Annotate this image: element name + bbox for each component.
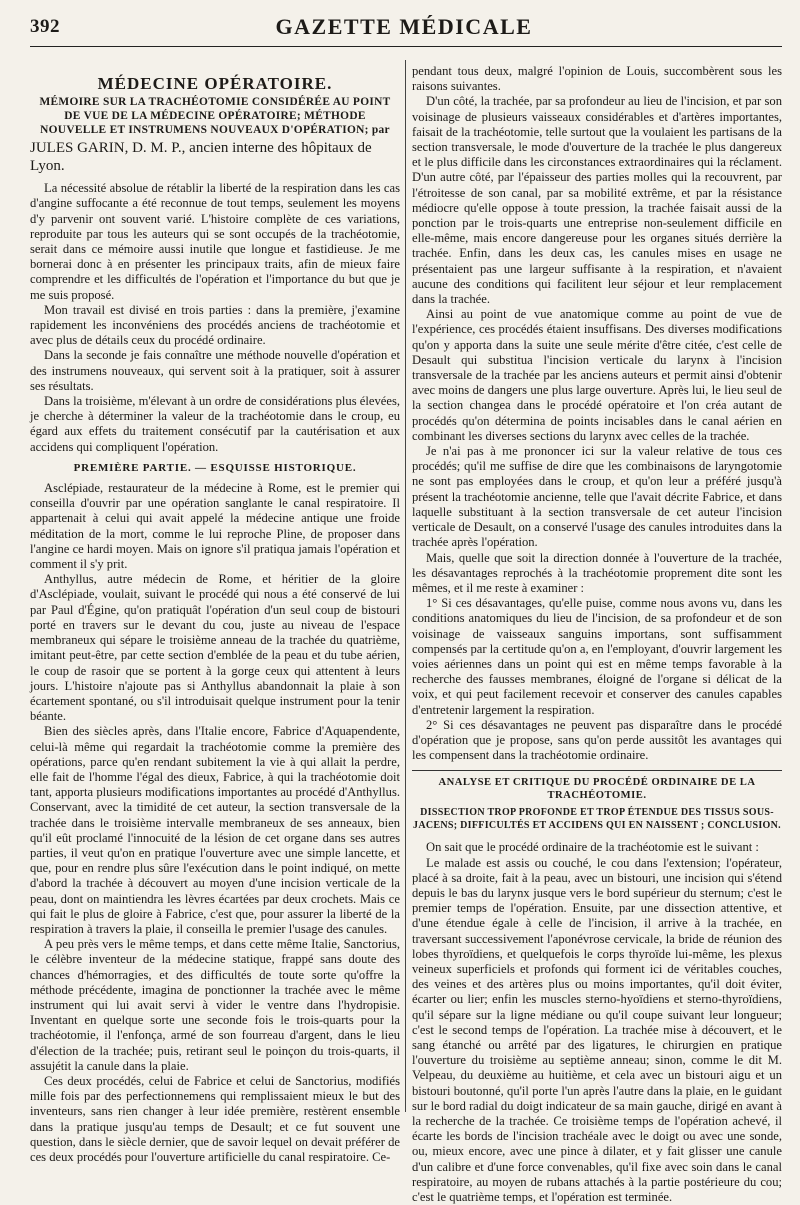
paragraph: Bien des siècles après, dans l'Italie encore, Fabrice d'Aquapendente, celui-là même qui regardait la trachéotomie comme la première des opérations, parce qu'en rendant subitement la vie à qui allait la perdre, elle fait de l'homme l'égal des dieux, Fabrice, à qui la trachéotomie doit tant, apporta plusieurs modifications importantes au procédé d'Anthyllus. Conservant, avec la timidité de cet auteur, la section transversale de la trachée dans le troisième intervalle membraneux de ses anneaux, bien qu'il eût proclamé l'innocuité de la lésion de cet organe dans ses autres parties, il veut qu'on en pratique l'ouverture avec une simple lancette, et que, pour en rendre plus sûre l'exécution dans le point indiqué, on mette d'abord la trachée à découvert au moyen d'une incision verticale de la peau, dont on maintiendra les lèvres écartées par deux crochets. Mais ce qui fait le plus de gloire à Fabrice, c'est que, pour assurer la liberté de la respiration à travers la plaie, il conseilla le premier l'usage des canules. [30,724,400,936]
paragraph: Dans la troisième, m'élevant à un ordre de considérations plus élevées, je cherche à déterminer la valeur de la trachéotomie dans le croup, eu égard aux effets du traitement consécutif par la cautérisation et aux accidens qui compliquent l'opération. [30,394,400,454]
paragraph: Ainsi au point de vue anatomique comme au point de vue de l'expérience, ces procédés étaient insuffisans. Des diverses modifications qu'on y apporta dans la suite une seule mérite d'être citée, c'est celle de Desault qui substitua l'incision verticale du larynx à l'incision transversale de la trachée par les anciens auteurs et permit ainsi d'obtenir avec moins de dangers une plus large ouverture. Après lui, le lieu seul de la section changea dans le procédé opératoire et l'on créa autant de procédés qu'on détermina de points incisables dans le canal aérien en combinant les diverses sections du larynx avec celles de la trachée. [412,307,782,443]
analyse-title: ANALYSE ET CRITIQUE DU PROCÉDÉ ORDINAIRE DE LA TRACHÉOTOMIE. [438,777,756,802]
paragraph: pendant tous deux, malgré l'opinion de Louis, succombèrent sous les raisons suivantes. [412,64,782,94]
paragraph: Le malade est assis ou couché, le cou dans l'extension; l'opérateur, placé à sa droite, fait à la peau, avec un bistouri, une incision qui s'étend depuis le bas du larynx jusque vers le bord supérieur du sternum; c'est le premier temps de l'opération. Ensuite, par une dissection attentive, et d'une étendue égale à celle de l'incision, il arrive à la trachée, en traversant successivement l'aponévrose cervicale, la bride de réunion des lobes thyroïdiens, et quelquefois le corps thyroïde lui-même, les plexus veineux superficiels et profonds qui forment ici de véritables couches, des veines et des artères plus ou moins importantes, qu'il doit éviter, écarter ou lier; enfin les muscles sterno-hyoïdiens et sterno-thyroïdiens, qu'il sépare sur la ligne médiane ou qu'il coupe suivant leur longueur; c'est le second temps de l'opération. La trachée mise à découvert, et le sang étanché ou arrêté par des ligatures, le chirurgien en pratique l'ouverture du troisième au septième anneau; sinon, comme le dit M. Velpeau, du deuxième au huitième, et cela avec un bistouri aigu et un bistouri boutonné, qu'il porte l'un après l'autre dans la plaie, en le guidant sur le bord radial du doigt indicateur de sa main gauche, dirigé en avant à la recherche de la trachée. Ce troisième temps de l'opération achevé, il écarte les bords de l'incision trachéale avec le doigt ou avec une sonde, ou, mieux encore, avec une pince à dilater, et y fait glisser une canule d'un calibre et d'une force convenables, qu'il fixe avec soin dans le canal respiratoire, au moyen de rubans attachés à la partie postérieure du cou; c'est le quatrième temps, et l'opération est terminée. [412,855,782,1205]
paragraph: La nécessité absolue de rétablir la liberté de la respiration dans les cas d'angine suffocante a été reconnue de tout temps, seulement les moyens d'y parvenir ont souvent varié. L'histoire complète de ces variations, reproduite par tous les auteurs qui se sont occupés de la trachéotomie, serait dans ce mémoire aussi inutile que longue et fastidieuse. Je me bornerai donc à en présenter les principaux traits, afin de mieux faire comprendre et les difficultés de l'opération et l'importance du but que je me suis proposé. [30,181,400,302]
left-column [30,64,400,1165]
page-header [30,12,778,42]
paragraph: Je n'ai pas à me prononcer ici sur la valeur relative de tous ces procédés; qu'il me suffise de dire que les combinaisons de laryngotomie ne sont pas employées dans le croup, et qu'on leur a préféré jusqu'à présent la trachéotomie ancienne, telle que l'avait décrite Fabrice, et dans laquelle substituant à la section transversale de cet auteur l'incision verticale de Desault, on a conservé l'usage des canules introduites dans la trachée après l'opération. [412,444,782,550]
memoir-author: JULES GARIN, D. M. P., ancien interne des hôpitaux de Lyon. [30,140,372,175]
paragraph: 1° Si ces désavantages, qu'elle puise, comme nous avons vu, dans les conditions anatomiques du lieu de l'incision, de sa profondeur et de son voisinage de vaisseaux sanguins importans, sont suffisamment compensés par la certitude qu'on a, en l'employant, d'ouvrir largement les voies aériennes dans un point qui est en même temps favorable à la recherche des fausses membranes, éloigné de l'organe si délicat de la voix, et qui peut facilement recevoir et conserver des canules capables d'entretenir largement la respiration. [412,596,782,717]
paragraph: A peu près vers le même temps, et dans cette même Italie, Sanctorius, le célèbre inventeur de la médecine statique, frappé sans doute des chances d'hémorragies, et des difficultés de toute sorte qu'offre la méthode précédente, imagina de ponctionner la trachée avec le même instrument qui lui avait servi à vider le ventre dans l'hydropisie. Inventant en quelque sorte une seconde fois le trois-quarts pour la trachéotomie, il l'enfonça, armé de son fourreau d'argent, dans le lieu d'élection de la trachée; puis, retirant seul le poinçon du trois-quarts, il assujétit la canule dans la plaie. [30,937,400,1073]
paragraph: On sait que le procédé ordinaire de la trachéotomie est le suivant : [426,840,759,855]
paragraph: Dans la seconde je fais connaître une méthode nouvelle d'opération et des instrumens nouveaux, qui servent soit à la pratiquer, soit à assurer ses résultats. [30,348,400,393]
memoir-title: MÉMOIRE SUR LA TRACHÉOTOMIE CONSIDÉRÉE AU POINT DE VUE DE LA MÉDECINE OPÉRATOIRE; MÉTHODE NOUVELLE ET INSTRUMENS NOUVEAUX D'OPÉRATION; par [39,96,391,137]
paragraph: Asclépiade, restaurateur de la médecine à Rome, est le premier qui conseilla d'ouvrir par une opération sanglante le canal respiratoire. Il appartenait à celui qui avait appelé la médecine antique une froide méditation de la mort, comme le lui reproche Pline, de proposer dans l'angine ce hardi moyen. Mais on ignore s'il pratiqua jamais l'opération et comment il s'y prit. [30,481,400,572]
paragraph: Anthyllus, autre médecin de Rome, et héritier de la gloire d'Asclépiade, voulait, suivant le procédé qui nous a été conservé de lui par Paul d'Égine, qu'on pratiquât l'opération d'un seul coup de bistouri porté en travers sur le devant du cou, juste au niveau de l'espace membraneux qui sépare le troisième anneau de la trachée du quatrième, imitant peut-être, par cette section d'emblée de la peau et du tube aérien, le coup de rasoir que se portent à la gorge ceux qui attentent à leurs jours. L'histoire n'ajoute pas si Anthyllus abandonnait la plaie à son écartement spontané, ou s'il introduisait quelque instrument pour la tenir béante. [30,572,400,724]
part-title: PREMIÈRE PARTIE. — ESQUISSE HISTORIQUE. [73,461,357,474]
page-number: 392 [30,16,60,37]
paragraph: Ces deux procédés, celui de Fabrice et celui de Sanctorius, modifiés mille fois par des perfectionnemens qui remplissaient mieux le but des inventeurs, sans rien changer à leur idée première, restèrent ensemble dans la pratique jusqu'au temps de Desault; et ce fut souvent une question, dans le siècle dernier, que de savoir lequel on devait préférer de ces deux procédés pour l'ouverture artificielle du canal respiratoire. Ce- [30,1073,400,1164]
right-column [412,64,782,1205]
paragraph: 2° Si ces désavantages ne peuvent pas disparaître dans le procédé d'opération que je propose, sans qu'on perde aussitôt les avantages qui les compensent dans la trachéotomie ordinaire. [412,717,782,763]
paragraph: D'un côté, la trachée, par sa profondeur au lieu de l'incision, et par son voisinage de plusieurs vaisseaux considérables et d'artères importantes, faisait de la trachéotomie, telle surtout que la voulaient les partisans de la section transversale, le mode d'ouverture de la trachée le plus dangereux et le plus difficile dans les circonstances extraordinaires qui la réclament. D'un autre côté, par l'épaisseur des parties molles qui la recouvrent, par l'étroitesse de son canal, par sa mobilité extrême, et par la résistance médiocre qu'elle oppose à toute pression, la trachée faisait aussi de la ponction par le trois-quarts une entreprise non-seulement difficile en elle-même, mais encore dangereuse pour les organes situés derrière la trachée. Enfin, dans les deux cas, les canules mises en usage ne présentaient pas une largeur suffisante à la respiration, et n'avaient aucune des conditions qui facilitent leur séjour et leur remplacement dans la trachée. [412,94,782,307]
analyse-subtitle: DISSECTION TROP PROFONDE ET TROP ÉTENDUE DES TISSUS SOUS-JACENS; DIFFICULTÉS ET ACCIDENS QUI EN NAISSENT ; CONCLUSION. [413,807,781,832]
header-rule [30,46,782,47]
paragraph: Mon travail est divisé en trois parties : dans la première, j'examine rapidement les inconvéniens des procédés anciens de trachéotomie et avec plus de détails ceux du procédé ordinaire. [30,302,400,348]
journal-title: GAZETTE MÉDICALE [275,14,533,39]
column-divider [405,60,406,1112]
section-rule [412,770,782,771]
paragraph: Mais, quelle que soit la direction donnée à l'ouverture de la trachée, les désavantages reprochés à la trachéotomie proprement dite sont les mêmes, et il me reste à examiner : [412,550,782,595]
section-title: MÉDECINE OPÉRATOIRE. [97,74,333,93]
